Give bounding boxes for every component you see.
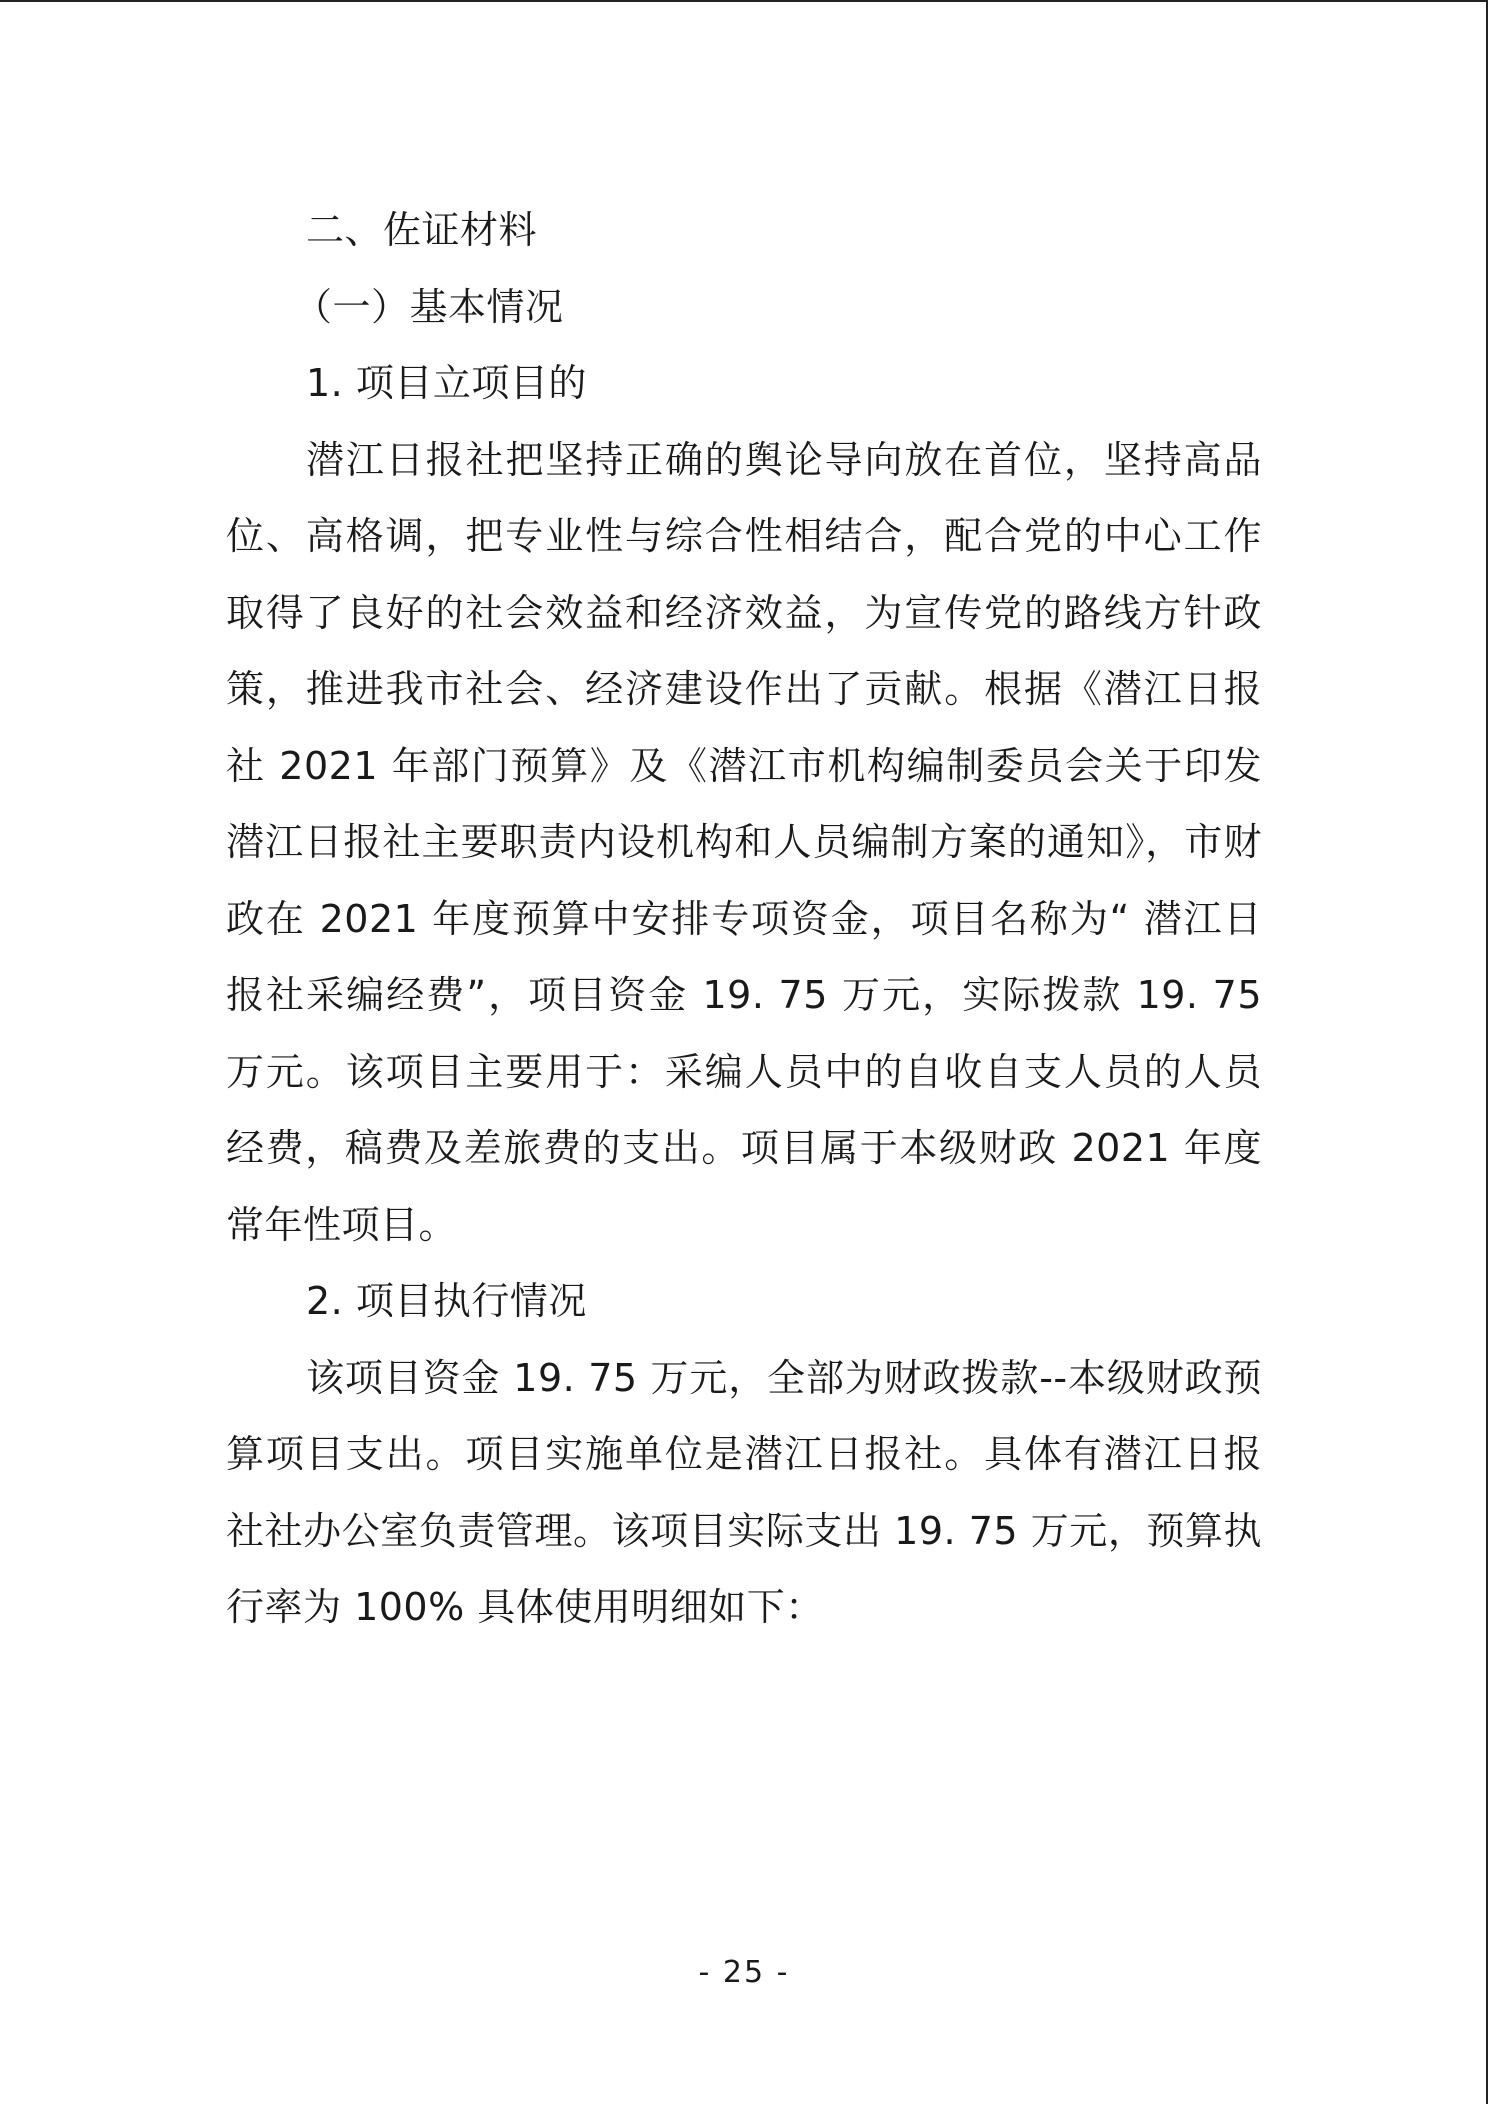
subsection-heading: （一）基本情况 <box>294 284 564 329</box>
section-heading: 二、佐证材料 <box>306 208 538 252</box>
item2-paragraph: 该项目资金 19. 75 万元，全部为财政拨款--本级财政预算项目支出。项目实施单位是潜江日报社。具体有潜江日报社社办公室负责管理。该项目实际支出 19. 75 万元，预算执行率为 100% 具体使用明细如下： <box>226 1355 1262 1629</box>
item2-heading: 2. 项目执行情况 <box>306 1279 587 1323</box>
item1-heading: 1. 项目立项目的 <box>306 361 587 405</box>
page-number: - 25 - <box>698 1955 790 1990</box>
page-content <box>226 192 1262 1646</box>
item1-paragraph: 潜江日报社把坚持正确的舆论导向放在首位，坚持高品位、高格调，把专业性与综合性相结合，配合党的中心工作取得了良好的社会效益和经济效益，为宣传党的路线方针政策，推进我市社会、经济建设作出了贡献。根据《潜江日报社 2021 年部门预算》及《潜江市机构编制委员会关于印发潜江日报社主要职责内设机构和人员编制方案的通知》，市财政在 2021 年度预算中安排专项资金，项目名称为“ 潜江日报社采编经费”，项目资金 19. 75 万元，实际拨款 19. 75 万元。该项目主要用于：采编人员中的自收自支人员的人员经费，稿费及差旅费的支出。项目属于本级财政 2021 年度常年性项目。 <box>226 437 1262 1247</box>
